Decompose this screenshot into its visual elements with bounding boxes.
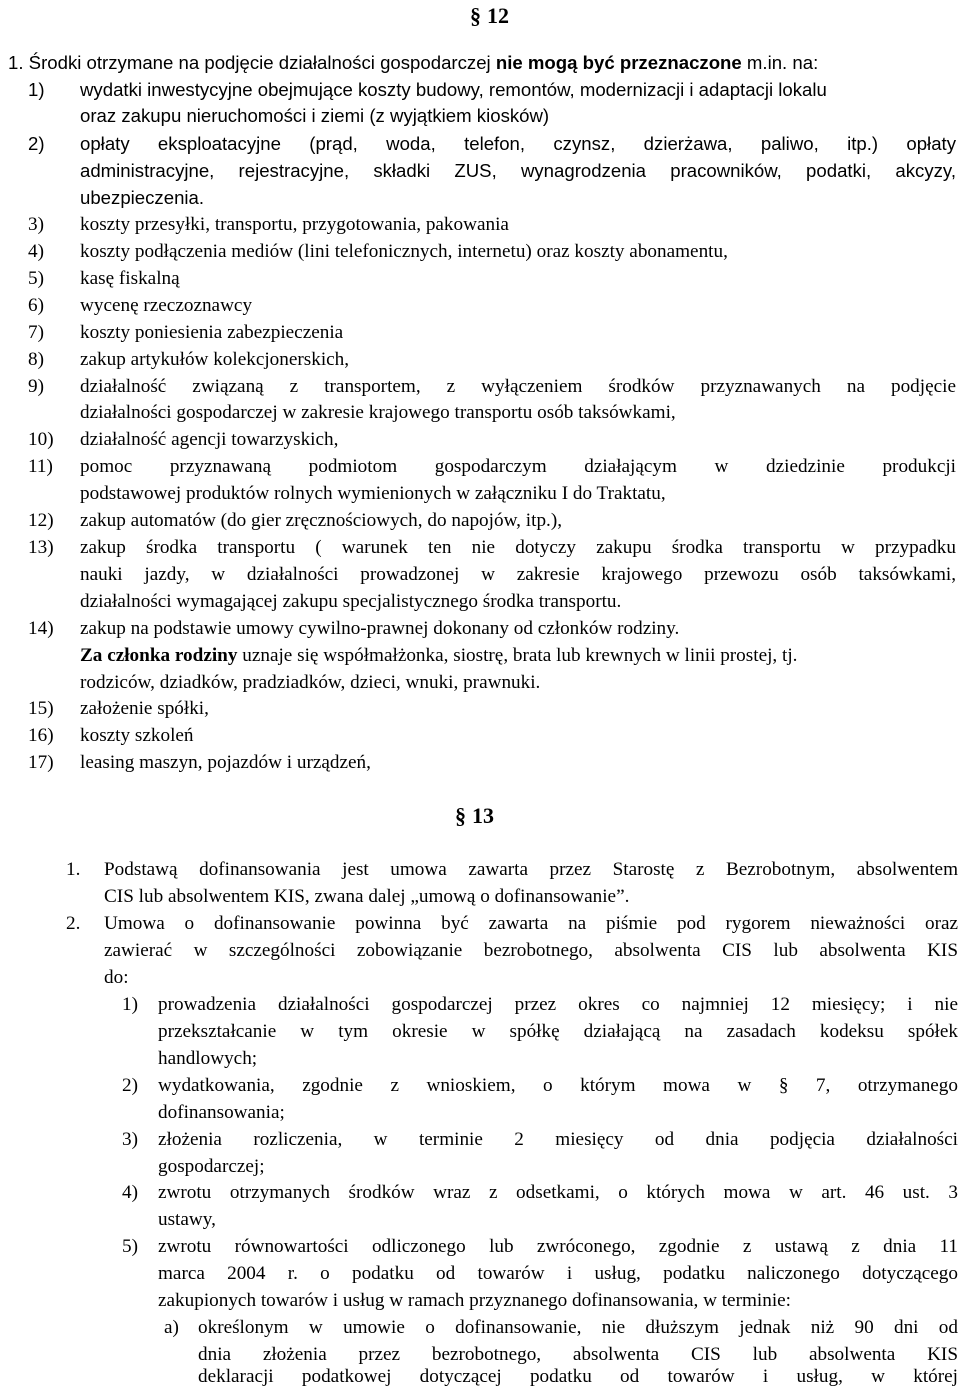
list-item-number: 1) <box>28 79 45 100</box>
list-item-number: 17) <box>28 752 54 773</box>
list-item-line: oraz zakupu nieruchomości i ziemi (z wyjątkiem kiosków) <box>80 105 550 126</box>
list-item-line: pomoc przyznawaną podmiotom gospodarczym działającym w dziedzinie produkcji <box>80 456 956 477</box>
list-item-line: koszty przesyłki, transportu, przygotowania, pakowania <box>80 214 509 235</box>
list-item-line: założenie spółki, <box>80 698 209 719</box>
sub-item-line: prowadzenia działalności gospodarczej przez okres co najmniej 12 miesięcy; i nie <box>158 994 958 1015</box>
list-item-line: zakup automatów (do gier zręcznościowych, do napojów, itp.), <box>80 510 563 531</box>
list-item-number: 10) <box>28 429 54 450</box>
list-item-line: działalności wymagającej zakupu specjalistycznego środka transportu. <box>80 591 622 612</box>
section-symbol: § <box>470 3 481 28</box>
sub-item-number: 3) <box>122 1129 138 1150</box>
sub-item-line: dofinansowania; <box>158 1102 285 1123</box>
list-item-line: opłaty eksploatacyjne (prąd, woda, telefon, czynsz, dzierżawa, paliwo, itp.) opłaty <box>80 133 956 154</box>
list-item-number: 13) <box>28 537 54 558</box>
list-item-number: 4) <box>28 241 44 262</box>
sub-sub-item-line: deklaracji podatkowej dotyczącej podatku od towarów i usług, w której <box>198 1366 958 1387</box>
list-item-line: kasę fiskalną <box>80 268 180 289</box>
sub-sub-item-line: dnia złożenia przez bezrobotnego, absolwenta CIS lub absolwenta KIS <box>198 1344 958 1365</box>
list-item-line: nauki jazdy, w działalności prowadzonej w zakresie krajowego przewozu osób taksówkami, <box>80 564 956 585</box>
sub-sub-item-line: określonym w umowie o dofinansowanie, nie dłuższym jednak niż 90 dni od <box>198 1317 958 1338</box>
family-note-line-2: rodziców, dziadków, pradziadków, dzieci, wnuki, prawnuki. <box>80 672 541 693</box>
paragraph-line: Podstawą dofinansowania jest umowa zawarta przez Starostę z Bezrobotnym, absolwentem <box>104 859 958 880</box>
sub-item-number: 5) <box>122 1236 138 1257</box>
list-item-line: koszty szkoleń <box>80 725 194 746</box>
list-item-line: podstawowej produktów rolnych wymienionych w załączniku I do Traktatu, <box>80 483 666 504</box>
list-item-line: leasing maszyn, pojazdów i urządzeń, <box>80 752 371 773</box>
section-symbol: § <box>455 803 466 828</box>
sub-item-line: wydatkowania, zgodnie z wnioskiem, o którym mowa w § 7, otrzymanego <box>158 1075 958 1096</box>
paragraph-number: 1. <box>66 859 81 880</box>
paragraph-number: 2. <box>66 913 81 934</box>
list-item-line: ubezpieczenia. <box>80 187 205 208</box>
sub-item-line: przekształcanie w tym okresie w spółkę działającą na zasadach kodeksu spółek <box>158 1021 958 1042</box>
paragraph-line: Umowa o dofinansowanie powinna być zawarta na piśmie pod rygorem nieważności oraz <box>104 913 958 934</box>
list-item-line: zakup artykułów kolekcjonerskich, <box>80 349 350 370</box>
list-item-number: 9) <box>28 376 44 397</box>
list-item-line: działalności gospodarczej w zakresie krajowego transportu osób taksówkami, <box>80 402 676 423</box>
list-item-number: 5) <box>28 268 44 289</box>
list-item-line: zakup środka transportu ( warunek ten nie dotyczy zakupu środka transportu w przypadku <box>80 537 956 558</box>
item-1-bold: nie mogą być przeznaczone <box>495 52 742 73</box>
paragraph-line: CIS lub absolwentem KIS, zwana dalej „umową o dofinansowanie”. <box>104 886 630 907</box>
list-item-number: 15) <box>28 698 54 719</box>
sub-item-number: 1) <box>122 994 138 1015</box>
paragraph-line: zawierać w szczególności zobowiązanie bezrobotnego, absolwenta CIS lub absolwenta KIS <box>104 940 958 961</box>
sub-item-line: zwrotu otrzymanych środków wraz z odsetkami, o których mowa w art. 46 ust. 3 <box>158 1182 958 1203</box>
list-item-number: 2) <box>28 133 45 154</box>
sub-item-line: zwrotu równowartości odliczonego lub zwróconego, zgodnie z ustawą z dnia 11 <box>158 1236 958 1257</box>
list-item-number: 11) <box>28 456 53 477</box>
sub-item-line: zakupionych towarów i usług w ramach przyznanego dofinansowania, w terminie: <box>158 1290 791 1311</box>
list-item-number: 16) <box>28 725 54 746</box>
section-13-heading <box>455 803 494 829</box>
sub-item-number: 4) <box>122 1182 138 1203</box>
item-1-intro <box>8 50 954 76</box>
list-item-number: 7) <box>28 322 44 343</box>
list-item-line: wydatki inwestycyjne obejmujące koszty budowy, remontów, modernizacji i adaptacji lokalu <box>80 79 827 100</box>
family-note <box>80 643 797 669</box>
sub-sub-item-letter: a) <box>164 1317 179 1338</box>
list-item-number: 3) <box>28 214 44 235</box>
list-item-number: 6) <box>28 295 44 316</box>
sub-item-number: 2) <box>122 1075 138 1096</box>
section-12-heading <box>470 3 509 29</box>
section-number: 12 <box>487 3 509 28</box>
list-item-line: koszty poniesienia zabezpieczenia <box>80 322 344 343</box>
list-item-line: działalność agencji towarzyskich, <box>80 429 339 450</box>
list-item-number: 8) <box>28 349 44 370</box>
list-item-line: wycenę rzeczoznawcy <box>80 295 253 316</box>
sub-item-line: handlowych; <box>158 1048 258 1069</box>
list-item-line: koszty podłączenia mediów (lini telefonicznych, internetu) oraz koszty abonamentu, <box>80 241 728 262</box>
sub-item-line: złożenia rozliczenia, w terminie 2 miesięcy od dnia podjęcia działalności <box>158 1129 958 1150</box>
item-1-suffix: m.in. na: <box>741 52 819 73</box>
paragraph-line: do: <box>104 967 129 988</box>
section-number: 13 <box>472 803 494 828</box>
family-note-bold: Za członka rodziny <box>80 645 238 666</box>
list-item-number: 14) <box>28 618 54 639</box>
list-item-line: zakup na podstawie umowy cywilno-prawnej dokonany od członków rodziny. <box>80 618 680 639</box>
sub-item-line: marca 2004 r. o podatku od towarów i usług, podatku naliczonego dotyczącego <box>158 1263 958 1284</box>
family-note-rest: uznaje się współmałżonka, siostrę, brata lub krewnych w linii prostej, tj. <box>237 645 798 666</box>
list-item-line: administracyjne, rejestracyjne, składki ZUS, wynagrodzenia pracowników, podatki, akcyzy, <box>80 160 956 181</box>
sub-item-line: gospodarczej; <box>158 1156 265 1177</box>
item-1-prefix: 1. Środki otrzymane na podjęcie działalności gospodarczej <box>8 52 496 73</box>
list-item-number: 12) <box>28 510 54 531</box>
sub-item-line: ustawy, <box>158 1209 216 1230</box>
list-item-line: działalność związaną z transportem, z wyłączeniem środków przyznawanych na podjęcie <box>80 376 956 397</box>
